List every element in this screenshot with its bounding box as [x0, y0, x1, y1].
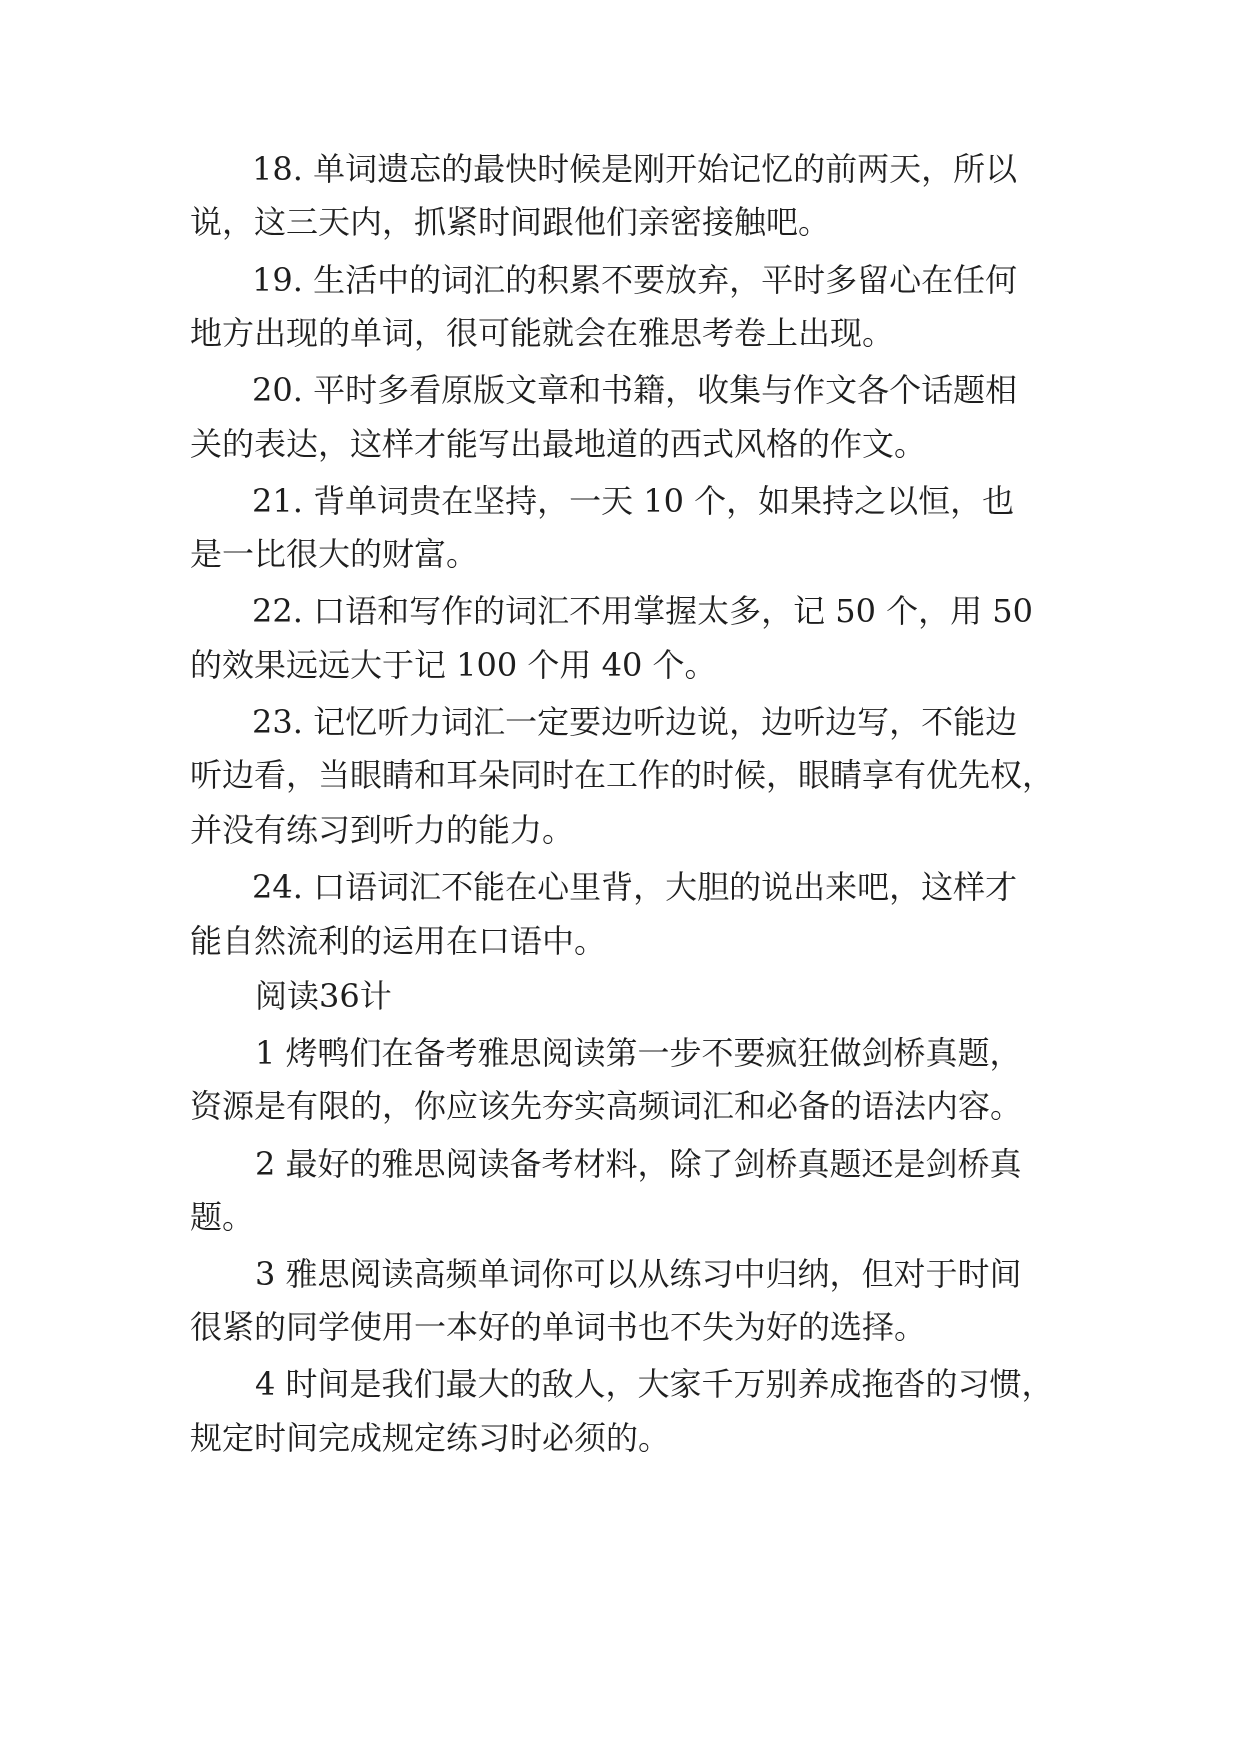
text-line: 题。: [190, 1198, 255, 1236]
text-line: 4 时间是我们最大的敌人，大家千万别养成拖沓的习惯，: [255, 1365, 1054, 1403]
text-line: 2 最好的雅思阅读备考材料，除了剑桥真题还是剑桥真: [255, 1145, 1022, 1183]
text-line: 22. 口语和写作的词汇不用掌握太多，记 50 个，用 50: [252, 592, 1034, 630]
text-line: 地方出现的单词，很可能就会在雅思考卷上出现。: [190, 314, 895, 352]
text-line: 关的表达，这样才能写出最地道的西式风格的作文。: [190, 425, 927, 463]
text-line: 说，这三天内，抓紧时间跟他们亲密接触吧。: [190, 203, 831, 241]
text-line: 很紧的同学使用一本好的单词书也不失为好的选择。: [190, 1308, 927, 1346]
text-line: 24. 口语词汇不能在心里背，大胆的说出来吧，这样才: [252, 868, 1018, 906]
text-line: 19. 生活中的词汇的积累不要放弃，平时多留心在任何: [252, 261, 1018, 299]
text-line: 18. 单词遗忘的最快时候是刚开始记忆的前两天，所以: [252, 150, 1018, 188]
text-line: 23. 记忆听力词汇一定要边听边说，边听边写，不能边: [252, 703, 1018, 741]
text-line: 能自然流利的运用在口语中。: [190, 922, 607, 960]
text-line: 听边看，当眼睛和耳朵同时在工作的时候，眼睛享有优先权，: [190, 756, 1055, 794]
text-line: 的效果远远大于记 100 个用 40 个。: [190, 646, 717, 684]
text-line: 并没有练习到听力的能力。: [190, 811, 575, 849]
text-line: 资源是有限的，你应该先夯实高频词汇和必备的语法内容。: [190, 1087, 1023, 1125]
text-line: 21. 背单词贵在坚持，一天 10 个，如果持之以恒，也: [252, 482, 1015, 520]
text-line: 1 烤鸭们在备考雅思阅读第一步不要疯狂做剑桥真题，: [255, 1034, 1022, 1072]
text-line: 是一比很大的财富。: [190, 535, 479, 573]
text-line: 规定时间完成规定练习时必须的。: [190, 1419, 671, 1457]
text-line: 20. 平时多看原版文章和书籍，收集与作文各个话题相: [252, 371, 1018, 409]
section-heading: 阅读36计: [255, 977, 392, 1015]
text-line: 3 雅思阅读高频单词你可以从练习中归纳，但对于时间: [255, 1255, 1022, 1293]
